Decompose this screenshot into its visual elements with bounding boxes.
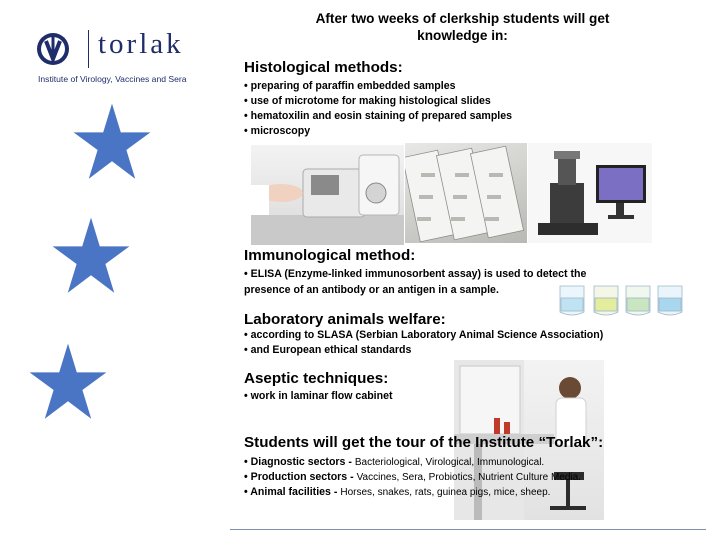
immunology-text-line: presence of an antibody or an antigen in a sample.: [244, 284, 499, 296]
torlak-emblem-icon: [36, 32, 70, 66]
slides-photo: [405, 143, 527, 243]
star-icon: [72, 102, 152, 182]
immunology-heading: Immunological method:: [244, 247, 416, 264]
list-item: • work in laminar flow cabinet: [244, 390, 393, 402]
tour-heading: Students will get the tour of the Institute “Torlak”:: [244, 434, 604, 451]
list-item: • Diagnostic sectors - Bacteriological, Virological, Immunological.: [244, 456, 545, 468]
logo-wordmark: torlak: [98, 28, 184, 60]
list-item: • preparing of paraffin embedded samples: [244, 80, 456, 92]
list-item: • hematoxilin and eosin staining of prepared samples: [244, 110, 513, 122]
histology-heading: Histological methods:: [244, 59, 403, 76]
star-icon: [28, 342, 108, 422]
animal-welfare-heading: Laboratory animals welfare:: [244, 311, 446, 328]
footer-divider: [230, 529, 706, 530]
page-title: After two weeks of clerkship students will get knowledge in:: [315, 11, 610, 43]
list-item: • according to SLASA (Serbian Laboratory Animal Science Association): [244, 329, 604, 341]
logo-subtitle: Institute of Virology, Vaccines and Sera: [38, 74, 187, 84]
list-item: • and European ethical standards: [244, 344, 412, 356]
torlak-logo: [36, 30, 226, 90]
immunology-text-line: • ELISA (Enzyme-linked immunosorbent assay) is used to detect the: [244, 268, 587, 280]
microtome-photo: [251, 145, 404, 245]
list-item: • microscopy: [244, 125, 311, 137]
logo-separator: [88, 30, 89, 68]
microscope-photo: [528, 143, 652, 243]
list-item: • Production sectors - Vaccines, Sera, Probiotics, Nutrient Culture Media.: [244, 471, 581, 483]
star-icon: [50, 216, 132, 296]
list-item: • use of microtome for making histological slides: [244, 95, 491, 107]
aseptic-heading: Aseptic techniques:: [244, 370, 389, 387]
list-item: • Animal facilities - Horses, snakes, rats, guinea pigs, mice, sheep.: [244, 486, 551, 498]
elisa-wells-image: [558, 278, 686, 318]
